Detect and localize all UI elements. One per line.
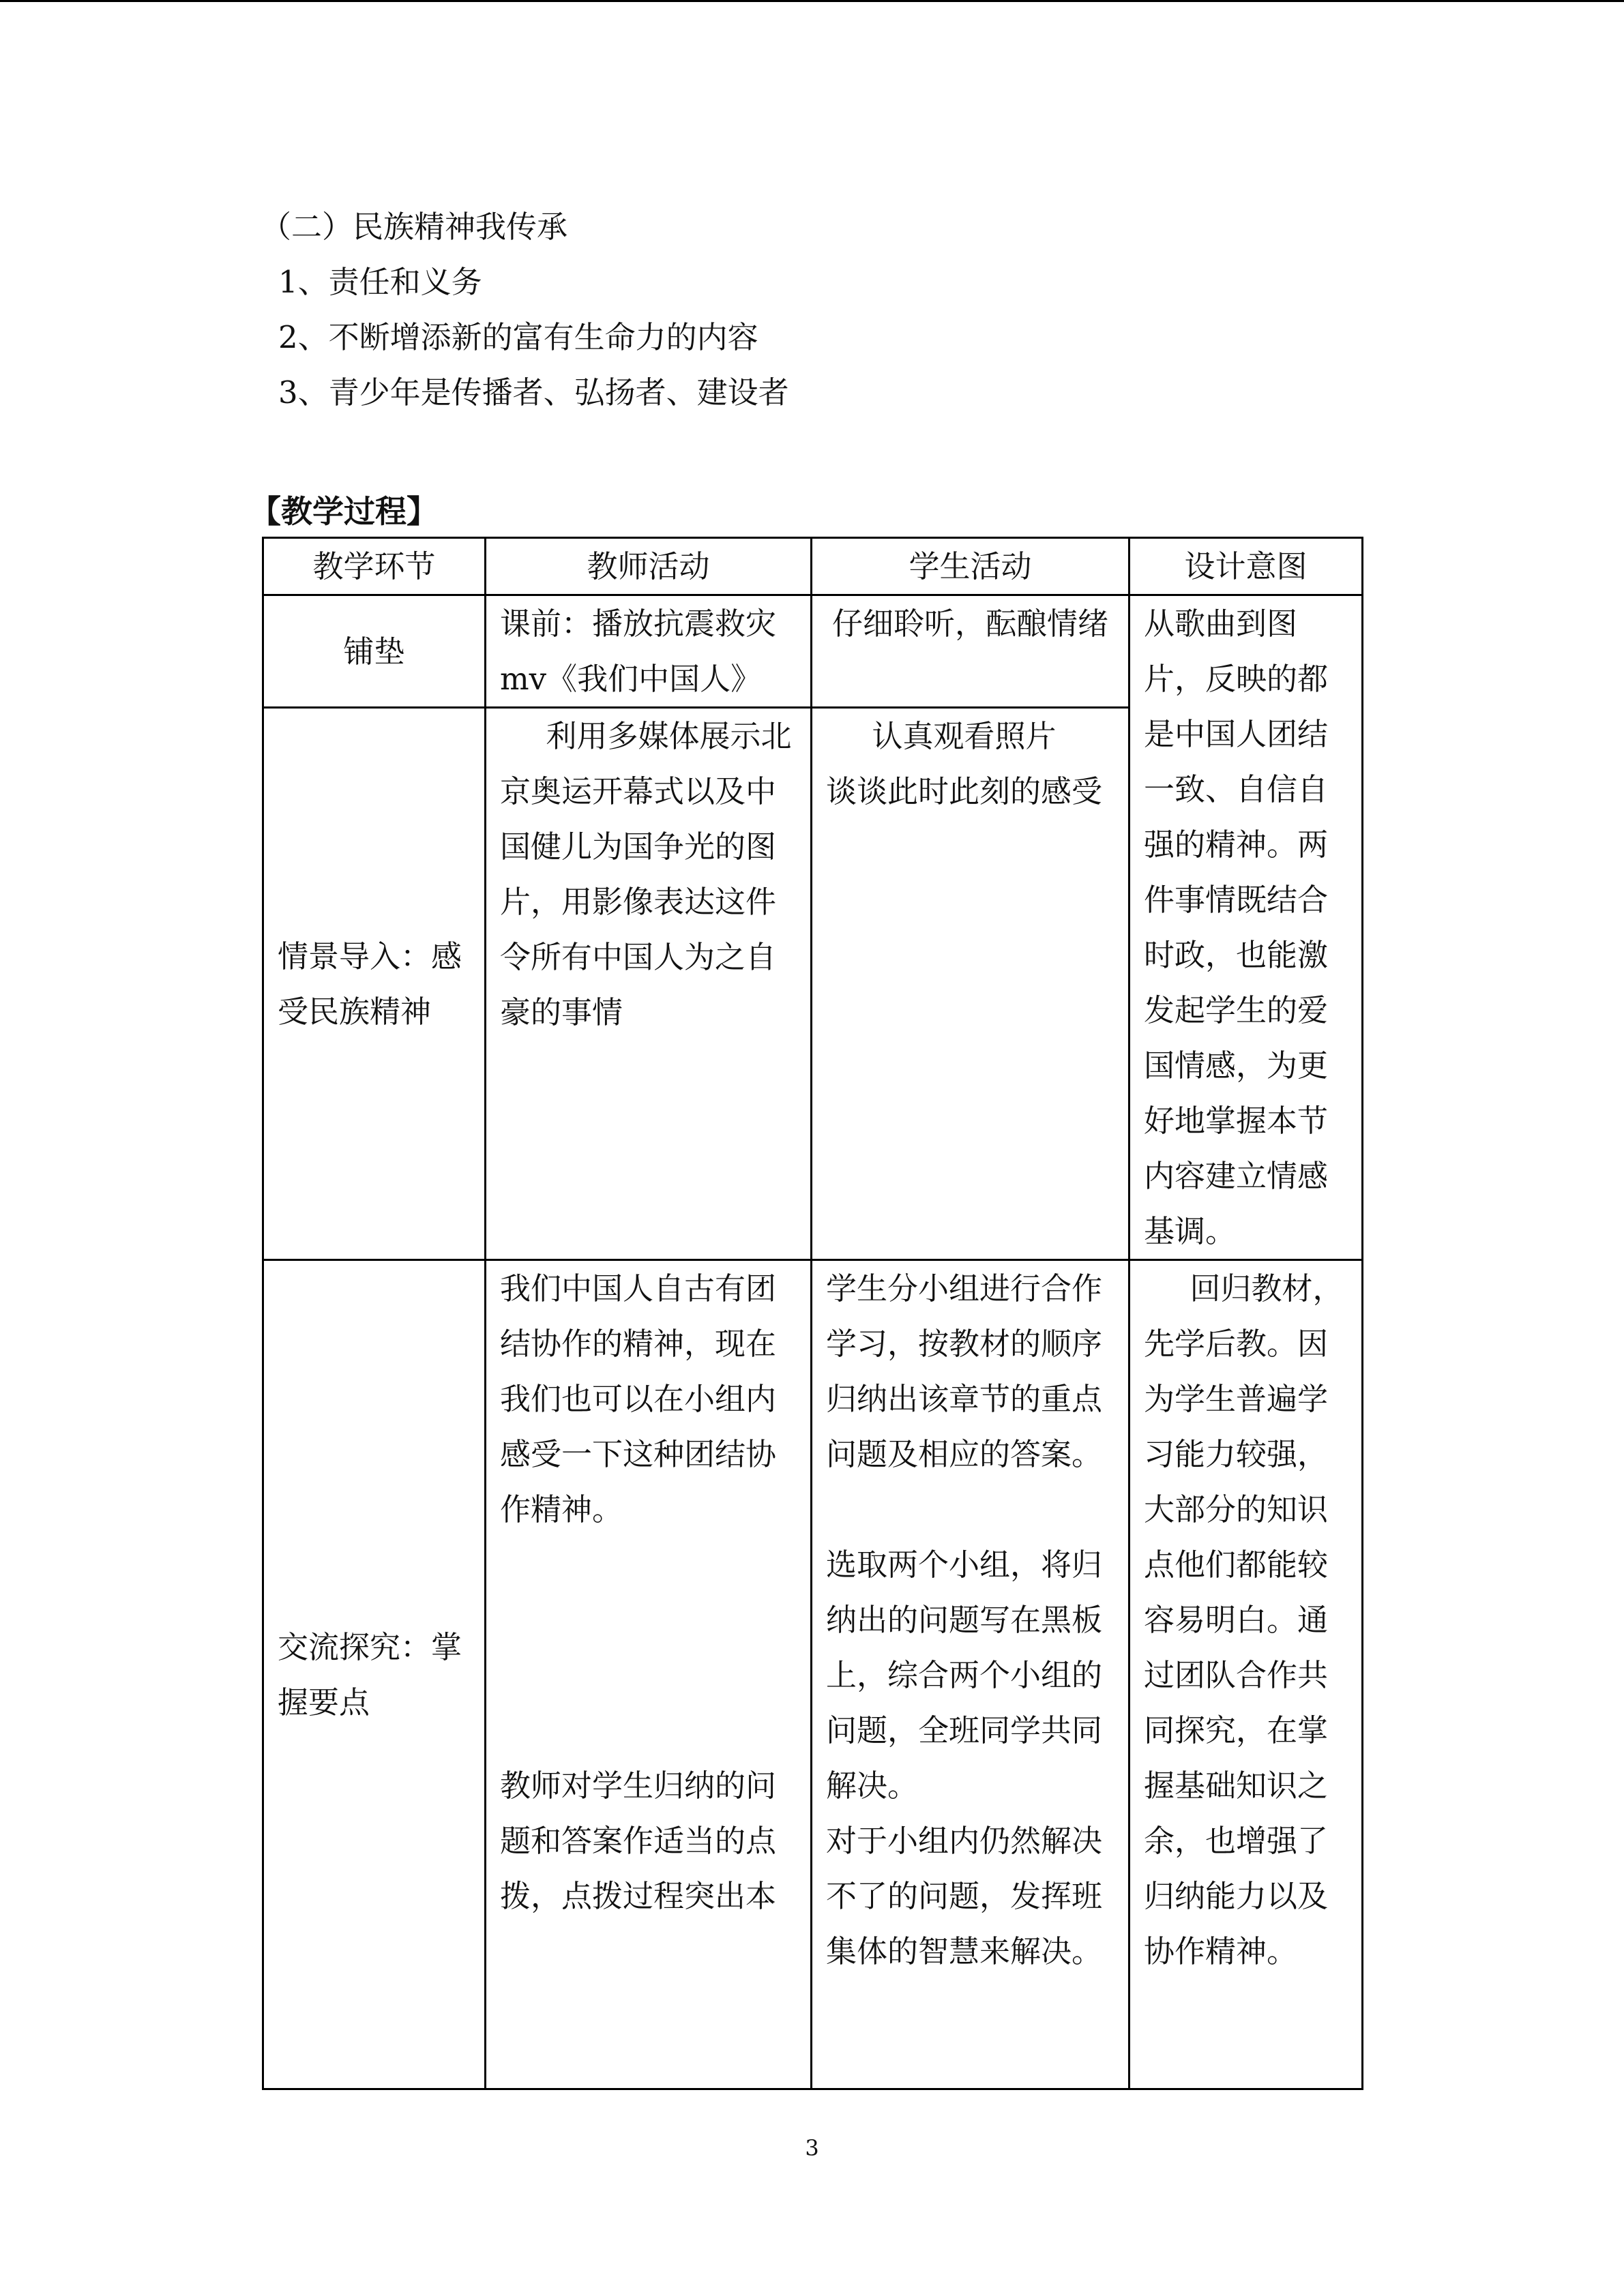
column-header-stage: 教学环节 xyxy=(263,538,486,595)
table-header-row xyxy=(263,538,1363,595)
design-intent-text: 回归教材，先学后教。因为学生普遍学习能力较强，大部分的知识点他们都能较容易明白。通过团队合作共同探究，在掌握基础知识之余，也增强了归纳能力以及协作精神。 xyxy=(1144,1270,1344,1969)
paragraph-spacer xyxy=(500,1537,797,1758)
top-border-line xyxy=(0,0,1624,2)
column-header-design-intent: 设计意图 xyxy=(1130,538,1363,595)
teacher-activity-text: 利用多媒体展示北京奥运开幕式以及中国健儿为国争光的图片，用影像表达这件令所有中国人为之自豪的事情 xyxy=(500,718,792,1031)
student-activity-cell xyxy=(812,1260,1130,2089)
outline-heading: （二）民族精神我传承 xyxy=(261,209,568,245)
stage-cell: 交流探究：掌握要点 xyxy=(263,1260,486,2089)
student-activity-cell: 仔细聆听，酝酿情绪 xyxy=(812,595,1130,708)
outline-item: 1、责任和义务 xyxy=(278,264,482,300)
stage-cell: 情景导入：感受民族精神 xyxy=(263,708,486,1260)
page-number: 3 xyxy=(805,2135,819,2161)
section-title: 【教学过程】 xyxy=(250,493,438,530)
table-row xyxy=(263,595,1363,708)
teacher-activity-text: 我们中国人自古有团结协作的精神，现在我们也可以在小组内感受一下这种团结协作精神。 xyxy=(500,1270,777,1527)
design-intent-cell: 从歌曲到图片，反映的都是中国人团结一致、自信自强的精神。两件事情既结合时政，也能激发起学生的爱国情感，为更好地掌握本节内容建立情感基调。 xyxy=(1130,595,1363,1260)
student-activity-text: 谈谈此时此刻的感受 xyxy=(826,773,1103,810)
outline-item: 2、不断增添新的富有生命力的内容 xyxy=(278,319,758,355)
teacher-activity-cell: 课前：播放抗震救灾mv《我们中国人》 xyxy=(486,595,812,708)
student-activity-text: 选取两个小组，将归纳出的问题写在黑板上，综合两个小组的问题，全班同学共同解决。 xyxy=(826,1547,1103,1804)
column-header-student-activity: 学生活动 xyxy=(812,538,1130,595)
stage-cell: 铺垫 xyxy=(263,595,486,708)
teaching-process-table xyxy=(262,537,1363,2090)
student-activity-text: 对于小组内仍然解决不了的问题，发挥班集体的智慧来解决。 xyxy=(826,1823,1103,1969)
student-activity-cell xyxy=(812,708,1130,1260)
design-intent-cell xyxy=(1130,1260,1363,2089)
teacher-activity-cell xyxy=(486,1260,812,2089)
table-row xyxy=(263,1260,1363,2089)
teacher-activity-text: 教师对学生归纳的问题和答案作适当的点拨，点拨过程突出本 xyxy=(500,1768,777,1914)
column-header-teacher-activity: 教师活动 xyxy=(486,538,812,595)
outline-item: 3、青少年是传播者、弘扬者、建设者 xyxy=(278,374,789,411)
teacher-activity-cell xyxy=(486,708,812,1260)
paragraph-spacer xyxy=(826,1482,1114,1537)
outline-section xyxy=(261,199,789,420)
student-activity-text: 学生分小组进行合作学习，按教材的顺序归纳出该章节的重点问题及相应的答案。 xyxy=(826,1270,1103,1472)
student-activity-text: 认真观看照片 xyxy=(872,718,1057,755)
